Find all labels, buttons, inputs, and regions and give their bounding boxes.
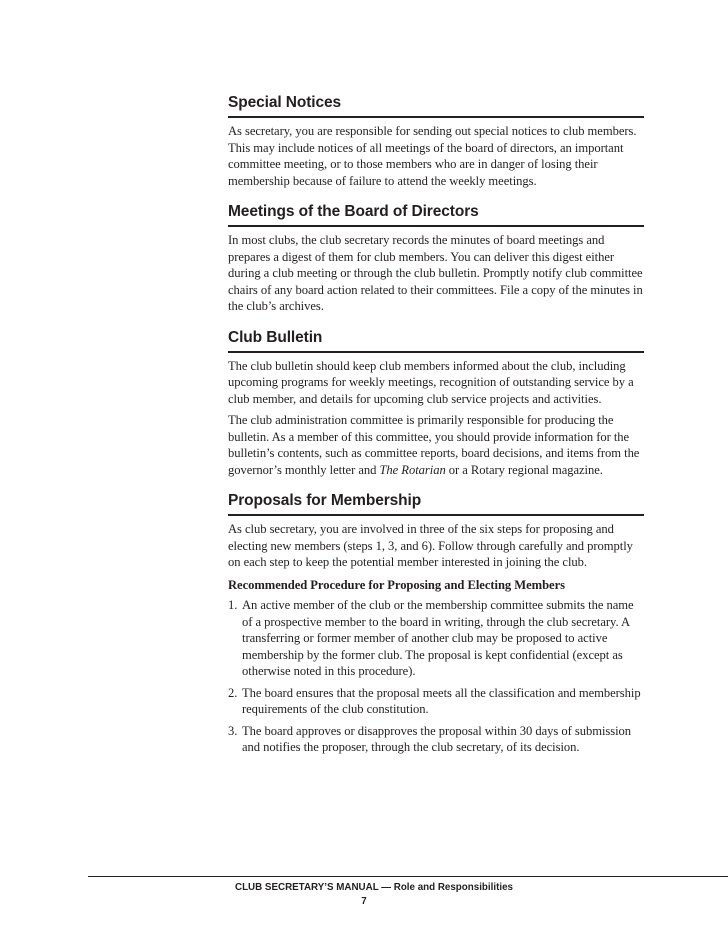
section-heading: Meetings of the Board of Directors (228, 203, 644, 227)
section-paragraph: As secretary, you are responsible for sending out special notices to club members. This may include notices of all meetings of the board of directors, an important committee meeting, or to those members who are in danger of losing their membership because of failure to attend the weekly meetings. (228, 124, 637, 188)
step-number: 1. (228, 598, 238, 612)
step-number: 2. (228, 685, 238, 700)
paragraph-text: The club administration committee is primarily responsible for producing the bulletin. As a member of this committee, you should provide information for the bulletin’s contents, such as committee reports, board decisions, and items from the governor’s monthly letter and (228, 413, 640, 477)
page-number: 7 (361, 896, 367, 907)
section-heading: Club Bulletin (228, 329, 644, 353)
list-item (228, 685, 644, 718)
document-body (228, 94, 644, 770)
section-club-bulletin (228, 329, 644, 479)
paragraph-text: or a Rotary regional magazine. (445, 462, 603, 477)
section-heading: Proposals for Membership (228, 492, 644, 516)
section-paragraph (228, 412, 644, 478)
section-proposals (228, 492, 644, 756)
list-item (228, 597, 644, 680)
list-item (228, 723, 644, 756)
section-board-meetings (228, 203, 644, 315)
section-paragraph: As club secretary, you are involved in three of the six steps for proposing and electing new members (steps 1, 3, and 6). Follow through carefully and promptly on each step to keep the potential member interested in joining the club. (228, 522, 633, 569)
step-number: 3. (228, 723, 238, 738)
step-text: The board approves or disapproves the proposal within 30 days of submission and notifies the proposer, through the club secretary, of its decision. (242, 723, 632, 754)
section-heading: Special Notices (228, 94, 644, 118)
footer-title: CLUB SECRETARY’S MANUAL — Role and Responsibilities (235, 882, 513, 893)
section-paragraph: The club bulletin should keep club members informed about the club, including upcoming programs for weekly meetings, recognition of outstanding service by a club member, and details for upcoming club service projects and activities. (228, 358, 634, 406)
procedure-subheading: Recommended Procedure for Proposing and Electing Members (228, 577, 565, 592)
section-paragraph: In most clubs, the club secretary records the minutes of board meetings and prepares a digest of them for club members. You can deliver this digest either during a club meeting or through the club bulletin. Promptly notify club committee chairs of any board action related to their committees. File a copy of the minutes in the club’s archives. (228, 233, 643, 313)
procedure-steps (228, 597, 644, 756)
publication-title: The Rotarian (379, 462, 446, 477)
footer-divider (88, 876, 728, 877)
section-special-notices (228, 94, 644, 189)
step-text: The board ensures that the proposal meets all the classification and membership requirements of the club constitution. (242, 685, 641, 716)
step-text: An active member of the club or the membership committee submits the name of a prospective member to the board in writing, through the club secretary. A transferring or former member of another club may be proposed to active membership by the former club. The proposal is kept confidential (except as otherwise noted in this procedure). (242, 598, 634, 678)
